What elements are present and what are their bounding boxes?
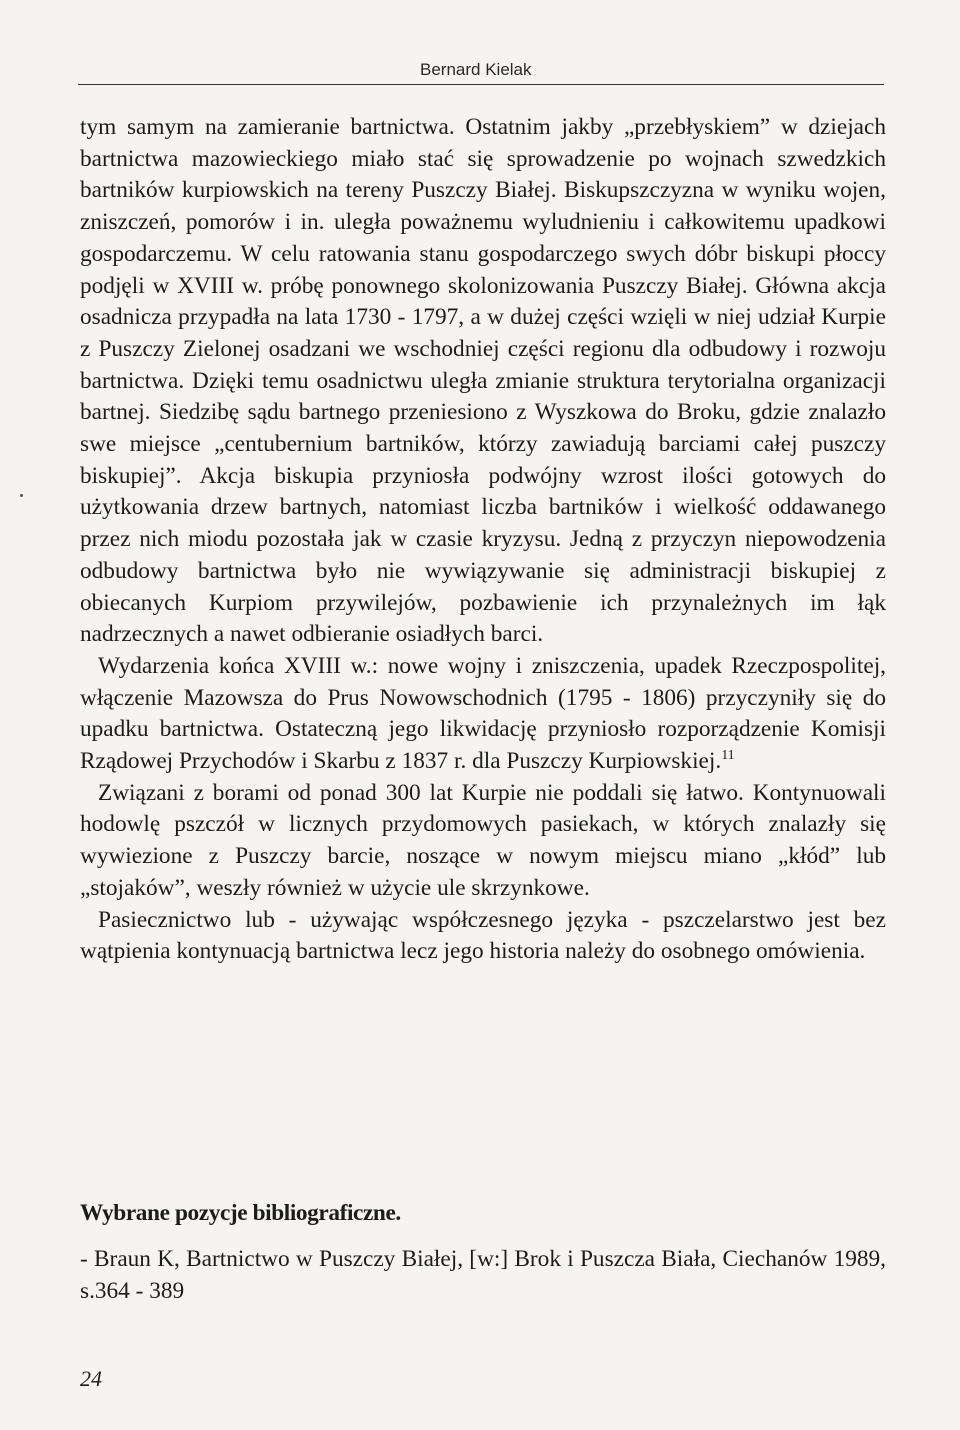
footnote-marker: 11 bbox=[721, 748, 735, 764]
bibliography-title: Wybrane pozycje bibliograficzne. bbox=[80, 1200, 401, 1226]
paragraph: Pasiecznictwo lub - używając współczesnego języka - pszczelarstwo jest bez wątpienia kontynuacją bartnictwa lecz jego historia należy do osobnego omówienia. bbox=[80, 906, 886, 965]
running-header-author: Bernard Kielak bbox=[420, 60, 532, 79]
bibliography-entry: - Braun K, Bartnictwo w Puszczy Białej, [w:] Brok i Puszcza Biała, Ciechanów 1989, s.364 - 389 bbox=[80, 1246, 886, 1304]
paragraph: Związani z borami od ponad 300 lat Kurpie nie poddali się łatwo. Kontynuowali hodowlę pszczół w licznych przydomowych pasiekach, w których znalazły się wywiezione z Puszczy barcie, noszące w nowym miejscu miano „kłód” lub „stojaków”, weszły również w użycie ule skrzynkowe. bbox=[80, 779, 886, 901]
scan-speck bbox=[20, 494, 23, 497]
paragraph bbox=[80, 651, 886, 778]
page-number: 24 bbox=[80, 1366, 102, 1391]
header-rule bbox=[78, 84, 884, 85]
paragraph: tym samym na zamieranie bartnictwa. Ostatnim jakby „przebłyskiem” w dziejach bartnictwa mazowieckiego miało stać się sprowadzenie po wojnach szwedzkich bartników kurpiowskich na tereny Puszczy Białej. Biskupszczyzna w wyniku wojen, zniszczeń, pomorów i in. uległa poważnemu wyludnieniu i całkowitemu upadkowi gospodarczemu. W celu ratowania stanu gospodarczego swych dóbr biskupi płoccy podjęli w XVIII w. próbę ponownego skolonizowania Puszczy Białej. Główna akcja osadnicza przypadła na lata 1730 - 1797, a w dużej części wzięli w niej udział Kurpie z Puszczy Zielonej osadzani we wschodniej części regionu dla odbudowy i rozwoju bartnictwa. Dzięki temu osadnictwu uległa zmianie struktura terytorialna organizacji bartnej. Siedzibę sądu bartnego przeniesiono z Wyszkowa do Broku, gdzie znalazło swe miejsce „centubernium bartników, którzy zawiadują barciami całej puszczy biskupiej”. Akcja biskupia przyniosła podwójny wzrost ilości gotowych do użytkowania drzew bartnych, natomiast liczba bartników i wielkość oddawanego przez nich miodu pozostała jak w czasie kryzysu. Jedną z przyczyn niepowodzenia odbudowy bartnictwa było nie wywiązywanie się administracji biskupiej z obiecanych Kurpiom przywilejów, pozbawienie ich przynależnych im łąk nadrzecznych a nawet odbieranie osiadłych barci. bbox=[80, 114, 886, 648]
paragraph-text: Wydarzenia końca XVIII w.: nowe wojny i zniszczenia, upadek Rzeczpospolitej, włączenie Mazowsza do Prus Nowowschodnich (1795 - 1806) przyczyniły się do upadku bartnictwa. Ostateczną jego likwidację przyniosło rozporządzenie Komisji Rządowej Przychodów i Skarbu z 1837 r. dla Puszczy Kurpiowskiej. bbox=[80, 652, 886, 775]
bibliography-list bbox=[80, 1244, 886, 1307]
body-text bbox=[80, 112, 886, 968]
